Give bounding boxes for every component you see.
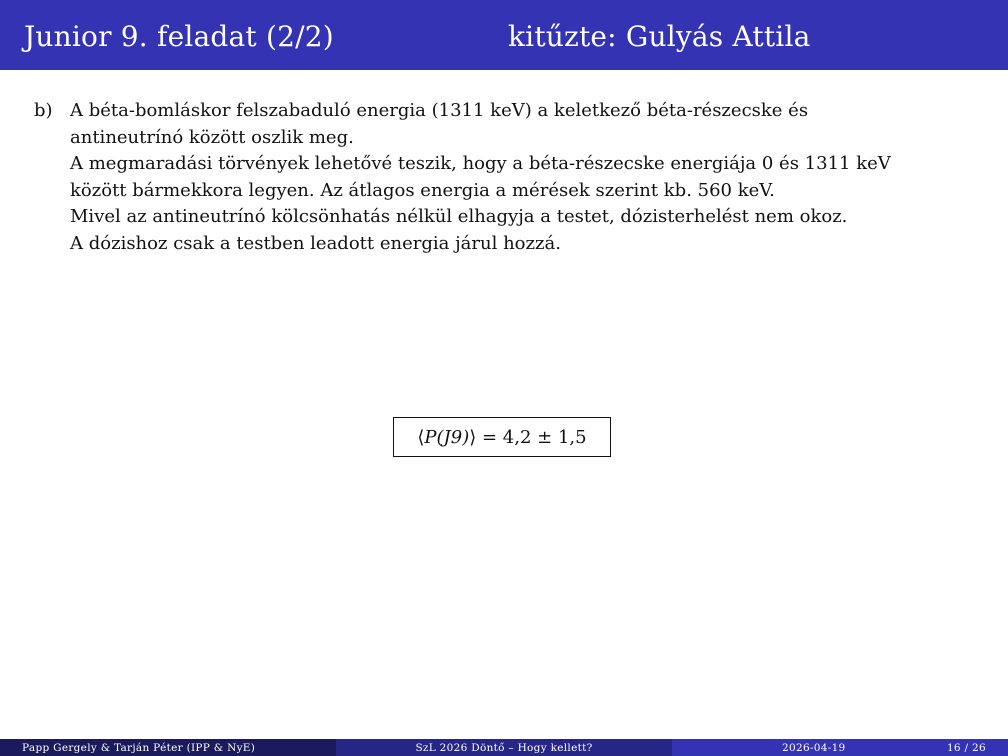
slide-footer [0,739,1008,756]
slide-header [0,0,1008,70]
result-value: = 4,2 ± 1,5 [476,426,587,448]
text-line: között bármekkora legyen. Az átlagos energia a mérések szerint kb. 560 keV. [70,179,775,201]
list-item-b [34,98,984,257]
slide-content [34,98,984,257]
footer-event [336,739,672,756]
text-line: Mivel az antineutrínó kölcsönhatás nélkül elhagyja a testet, dózisterhelést nem okoz. [70,206,848,227]
list-item-text [70,98,984,257]
angle-close: ⟩ [469,426,477,448]
slide-author: kitűzte: Gulyás Attila [508,20,811,53]
text-line: A béta-bomláskor felszabaduló energia (1311 keV) a keletkező béta-részecske és [70,100,809,121]
text-line: antineutrínó között oszlik meg. [70,126,354,148]
result-expression: P(J9) [424,426,470,448]
footer-meta [672,739,1008,756]
footer-event-text: SzL 2026 Döntő – Hogy kellett? [415,741,593,754]
text-line: A dózishoz csak a testben leadott energia járul hozzá. [70,232,561,254]
text-line: A megmaradási törvények lehetővé teszik, hogy a béta-részecske energiája 0 és 1311 keV [70,153,891,174]
footer-authors-text: Papp Gergely & Tarján Péter (IPP & NyE) [22,741,256,754]
footer-authors [0,739,336,756]
slide-title: Junior 9. feladat (2/2) [24,20,334,53]
footer-page-number: 16 / 26 [946,741,986,754]
list-marker: b) [34,100,53,121]
angle-open: ⟨ [417,426,425,448]
result-box [393,417,611,457]
footer-date: 2026-04-19 [782,741,846,754]
